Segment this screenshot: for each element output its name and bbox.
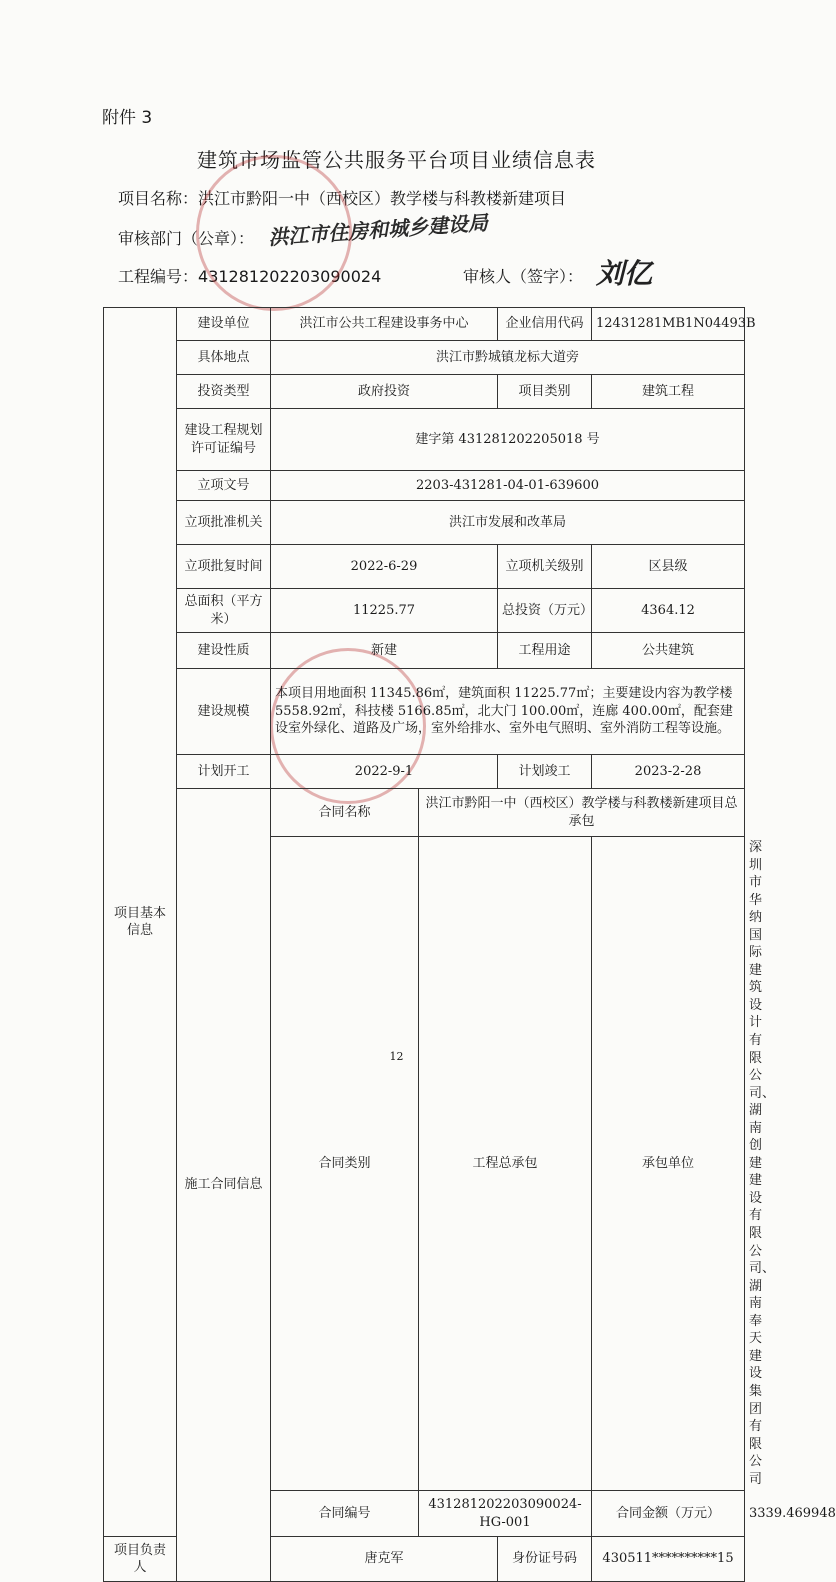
table-row xyxy=(104,755,745,789)
review-dept-label: 审核部门（公章）： xyxy=(118,229,255,248)
table-row xyxy=(104,471,745,501)
contract-no-value: 431281202203090024-HG-001 xyxy=(419,1491,592,1537)
table-row xyxy=(104,409,745,471)
build-unit-label: 建设单位 xyxy=(177,308,271,341)
permit-label: 建设工程规划许可证编号 xyxy=(177,409,271,471)
contract-no-label: 合同编号 xyxy=(271,1491,419,1537)
approval-org-label: 立项批准机关 xyxy=(177,501,271,545)
approval-level-value: 区县级 xyxy=(592,545,745,589)
table-row xyxy=(104,669,745,755)
reviewer-label: 审核人（签字）： xyxy=(463,267,584,286)
page-number: 12 xyxy=(389,1050,404,1063)
plan-start-value: 2022-9-1 xyxy=(271,755,498,789)
plan-start-label: 计划开工 xyxy=(177,755,271,789)
approval-org-value: 洪江市发展和改革局 xyxy=(271,501,745,545)
table-row: 合同编号 431281202203090024-HG-001 合同金额（万元） 3339.469948 xyxy=(104,1491,745,1537)
review-dept-handwriting: 洪江市住房和城乡建设局 xyxy=(267,210,489,250)
reviewer-signature: 刘亿 xyxy=(596,257,653,290)
nature-label: 建设性质 xyxy=(177,633,271,669)
project-name-value: 洪江市黔阳一中（西校区）教学楼与科教楼新建项目 xyxy=(198,189,567,208)
invest-type-label: 投资类型 xyxy=(177,375,271,409)
credit-code-label: 企业信用代码 xyxy=(498,308,592,341)
table-row xyxy=(104,545,745,589)
approval-doc-label: 立项文号 xyxy=(177,471,271,501)
project-name-label: 项目名称： xyxy=(118,189,199,208)
location-value: 洪江市黔城镇龙标大道旁 xyxy=(271,341,745,375)
project-name-line xyxy=(118,186,566,209)
area-label: 总面积（平方米） xyxy=(177,589,271,633)
attachment-label: 附件 3 xyxy=(102,108,153,128)
approval-time-label: 立项批复时间 xyxy=(177,545,271,589)
usage-value: 公共建筑 xyxy=(592,633,745,669)
location-label: 具体地点 xyxy=(177,341,271,375)
contract-amount-label: 合同金额（万元） xyxy=(592,1491,745,1537)
review-dept-line xyxy=(118,226,254,249)
build-unit-value: 洪江市公共工程建设事务中心 xyxy=(271,308,498,341)
invest-type-value: 政府投资 xyxy=(271,375,498,409)
section-contract-info: 施工合同信息 xyxy=(177,789,271,1582)
usage-label: 工程用途 xyxy=(498,633,592,669)
contract-name-value: 洪江市黔阳一中（西校区）教学楼与科教楼新建项目总承包 xyxy=(419,789,745,837)
area-value: 11225.77 xyxy=(271,589,498,633)
table-row: 合同类别 工程总承包 承包单位 深圳市华纳国际建筑设计有限公司、湖南创建建设有限公司、湖南奉天建设集团有限公司 xyxy=(104,837,745,1491)
id-label: 身份证号码 xyxy=(498,1537,592,1582)
project-no-line xyxy=(118,264,381,287)
table-row xyxy=(104,501,745,545)
nature-value: 新建 xyxy=(271,633,498,669)
project-category-value: 建筑工程 xyxy=(592,375,745,409)
permit-value: 建字第 431281202205018 号 xyxy=(271,409,745,471)
scale-value: 本项目用地面积 11345.86㎡，建筑面积 11225.77㎡；主要建设内容为教学楼 5558.92㎡，科技楼 5166.85㎡，北大门 100.00㎡，连廊 400.00㎡，配套建设室外绿化、道路及广场，室外给排水、室外电气照明、室外消防工程等设施。 xyxy=(271,669,745,755)
project-no-value: 431281202203090024 xyxy=(198,267,382,286)
contract-type-value: 工程总承包 xyxy=(419,837,592,1491)
credit-code-value: 12431281MB1N04493B xyxy=(592,308,745,341)
contractor-label: 承包单位 xyxy=(592,837,745,1491)
investment-value: 4364.12 xyxy=(592,589,745,633)
section-basic-info: 项目基本信息 xyxy=(104,308,177,1537)
table-row xyxy=(104,589,745,633)
project-category-label: 项目类别 xyxy=(498,375,592,409)
table-row xyxy=(104,375,745,409)
manager-label: 项目负责人 xyxy=(104,1537,177,1582)
plan-end-value: 2023-2-28 xyxy=(592,755,745,789)
table-row xyxy=(104,633,745,669)
scale-label: 建设规模 xyxy=(177,669,271,755)
table-row xyxy=(104,789,745,837)
contract-name-label: 合同名称 xyxy=(271,789,419,837)
approval-level-label: 立项机关级别 xyxy=(498,545,592,589)
approval-doc-value: 2203-431281-04-01-639600 xyxy=(271,471,745,501)
approval-time-value: 2022-6-29 xyxy=(271,545,498,589)
id-value: 430511**********15 xyxy=(592,1537,745,1582)
project-no-label: 工程编号： xyxy=(118,267,199,286)
investment-label: 总投资（万元） xyxy=(498,589,592,633)
manager-value: 唐克军 xyxy=(271,1537,498,1582)
plan-end-label: 计划竣工 xyxy=(498,755,592,789)
performance-info-table xyxy=(103,307,836,1582)
contract-type-label: 合同类别 xyxy=(271,837,419,1491)
table-row xyxy=(104,308,745,341)
page-title: 建筑市场监管公共服务平台项目业绩信息表 xyxy=(197,148,596,172)
table-row xyxy=(104,341,745,375)
